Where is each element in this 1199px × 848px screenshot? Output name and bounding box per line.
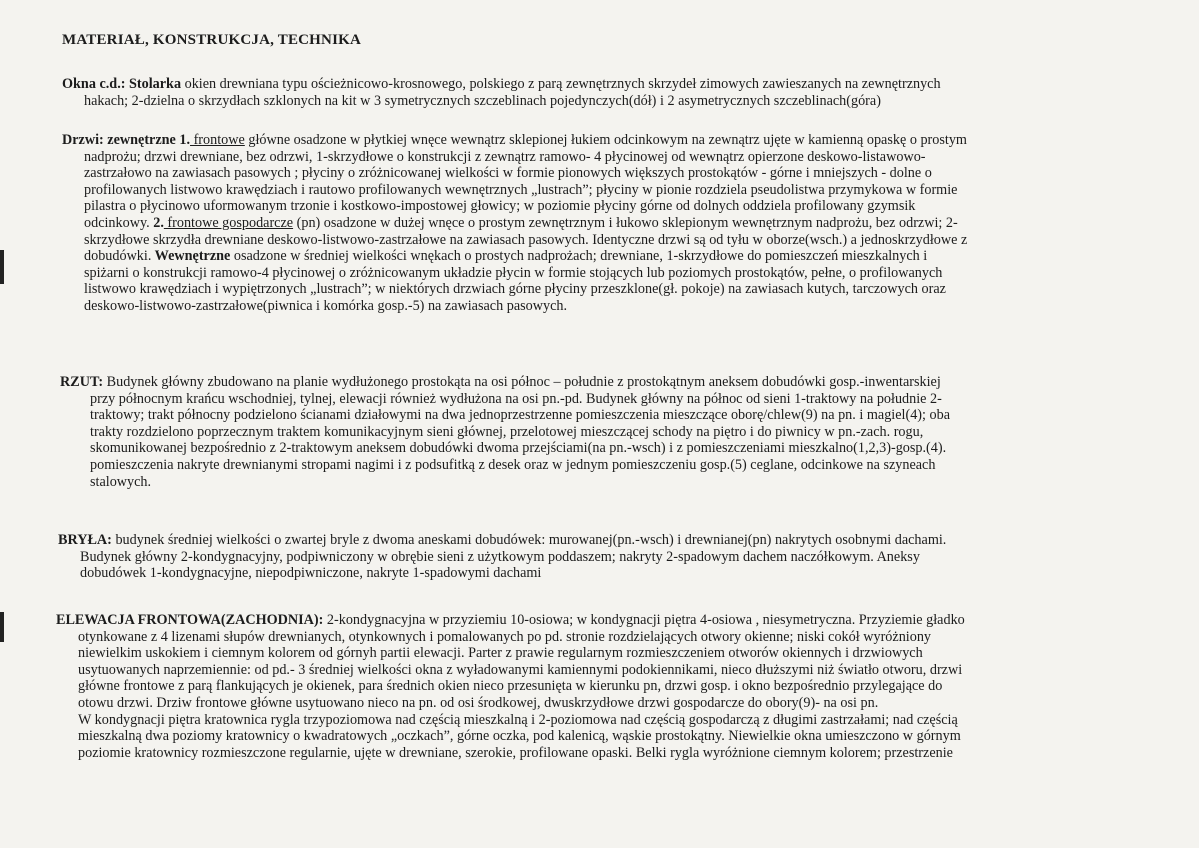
drzwi-line: skrzydłowe skrzydła drewniane deskowo-listwowo-zastrzałowe na zawiasach pasowych. Identyczne drzwi są od tyłu w oborze(wsch.) a jednoskrzydłowe z <box>84 231 968 248</box>
scan-edge-mark <box>0 250 4 284</box>
drzwi-line: pilastra o płycinowo uformowanym trzonie i kostkowo-impostowej głowicy; w poziomie płyciny górne od dolnych oddziela profilowany gzymsik <box>84 198 916 215</box>
drzwi-line: dobudówki. <box>84 248 152 265</box>
paragraph-drzwi <box>62 132 967 315</box>
okna-label: Okna c.d.: <box>62 76 126 92</box>
drzwi-frontowe: frontowe <box>190 132 245 148</box>
elewacja-line: otynkowane z 4 lizenami słupów drewnianych, otynkownych i pomalowanych po pd. stronie rozdzielających otwory okienne; niski cokół wyróżniony <box>78 628 932 645</box>
rzut-line: trakty rozdzielono poprzecznym traktem komunikacyjnym sieni głównej, przelotowej mieszczącej schody na piętro i do piwnicy w pn.-zach. rogu, <box>90 423 924 440</box>
elewacja-line: niewielkim uskokiem i ciemnym kolorem od górnyh partii elewacji. Parter z prawie regularnym rozmieszczeniem otworów okiennych i drzwiowych <box>78 645 923 662</box>
elewacja-line: główne frontowe z parą flankujących je okienek, para średnich okien nieco przesunięta w kierunku pn, drzwi gosp. i okno bezpośrednio przylegające do <box>78 678 943 695</box>
elewacja-line: usytuowanych naprzemiennie: od pd.- 3 średniej wielkości okna z wyładowanymi kamiennymi podokiennikami, nieco dłuższymi niż światło otworu, drzwi <box>78 661 963 678</box>
drzwi-line: deskowo-listwowo-zastrzałowe(piwnica i komórka gosp.-5) na zawiasach pasowych. <box>84 297 568 314</box>
elewacja-line: poziomie kratownicy rozmieszczone regularnie, ujęte w drewniane, szerokie, profilowane opaski. Belki rygla wyróżnione ciemnym kolorem; przestrzenie <box>78 744 953 761</box>
drzwi-line: odcinkowy. <box>84 214 150 231</box>
rzut-line: stalowych. <box>90 473 152 490</box>
section-heading: MATERIAŁ, KONSTRUKCJA, TECHNIKA <box>62 32 362 48</box>
scan-edge-mark <box>0 612 4 642</box>
paragraph-okna <box>62 76 941 109</box>
drzwi-line: (pn) osadzone w dużej wnęce o prostym zewnętrznym i łukowo sklepionym wewnętrznym nadprożu, bez odrzwi; 2- <box>293 214 958 231</box>
rzut-label: RZUT: <box>60 374 104 390</box>
drzwi-wewnetrzne: Wewnętrzne <box>151 248 231 265</box>
drzwi-number-2: 2. <box>149 214 164 231</box>
drzwi-line: główne osadzone w płytkiej wnęce wewnątrz sklepionej łukiem odcinkowym na zewnątrz ujęte w kamienną opaskę o prostym <box>244 132 967 148</box>
paragraph-rzut <box>60 374 950 490</box>
rzut-line: traktowy; trakt północny podzielono ścianami działowymi na dwa jednoprzestrzenne pomieszczenia mieszczące oborę/chlew(9) na pn. i magiel(4); oba <box>90 407 950 424</box>
drzwi-frontowe-gospodarcze: frontowe gospodarcze <box>163 214 294 231</box>
rzut-line: przy północnym krańcu wschodniej, tylnej, elewacji również wydłużona na osi pn.-pd. Budynek główny na północ od sieni 1-traktowy na południe 2- <box>90 390 942 407</box>
okna-line: okien drewniana typu ościeżnicowo-krosnowego, polskiego z parą zewnętrznych skrzydeł zimowych zawieszanych na zewnętrznych <box>181 76 941 92</box>
drzwi-line: nadprożu; drzwi drewniane, bez odrzwi, 1-skrzydłowe o konstrukcji z zewnątrz ramowo- 4 płycinowej od wewnątrz opierzone deskowo-listawowo- <box>84 148 926 165</box>
rzut-line: pomieszczenia nakryte drewnianymi stropami nagimi i z podsufitką z desek oraz w jednym pomieszczeniu gosp.(5) ceglane, odcinkowe na szyneach <box>90 456 936 473</box>
okna-line: hakach; 2-dzielna o skrzydłach szklonych na kit w 3 symetrycznych szczeblinach pojedynczych(dół) i 2 asymetrycznych szczeblinach(góra) <box>84 92 881 109</box>
bryla-label: BRYŁA: <box>58 532 112 548</box>
elewacja-line: mieszkalną dwa poziomy kratownicy o kwadratowych „oczkach”, górne oczka, pod kalenicą, wąskie prostokątny. Niewielkie okna umieszczono w górnym <box>78 728 961 745</box>
okna-sublabel: Stolarka <box>129 76 182 92</box>
elewacja-label: ELEWACJA FRONTOWA(ZACHODNIA): <box>56 612 324 628</box>
paragraph-bryla <box>58 532 946 582</box>
drzwi-label: Drzwi: zewnętrzne <box>62 132 176 148</box>
bryla-line: Budynek główny 2-kondygnacyjny, podpiwniczony w obrębie sieni z użytkowym poddaszem; nakryty 2-spadowym dachem naczółkowym. Aneksy <box>80 548 920 565</box>
drzwi-line: spiżarni o konstrukcji ramowo-4 płycinowej o zróżnicowanym układzie płycin w formie stojących lub poziomych prostokątów, pełne, o profilowanych <box>84 264 943 281</box>
bryla-line: budynek średniej wielkości o zwartej bryle z dwoma aneskami dobudówek: murowanej(pn.-wsch) i drewnianej(pn) nakrytych osobnymi dachami. <box>111 532 947 548</box>
elewacja-line: W kondygnacji piętra kratownica rygla trzypoziomowa nad częścią mieszkalną i 2-poziomowa nad częścią gospodarczą z długimi zastrzałami; nad częścią <box>78 711 958 728</box>
drzwi-line: osadzone w średniej wielkości wnękach o prostych nadprożach; drewniane, 1-skrzydłowe do pomieszczeń mieszkalnych i <box>230 248 928 265</box>
elewacja-line: 2-kondygnacyjna w przyziemiu 10-osiowa; w kondygnacji piętra 4-osiowa , niesymetryczna. Przyziemie gładko <box>323 612 965 628</box>
drzwi-number-1: 1. <box>175 132 191 148</box>
drzwi-line: listwowo krawędziach i wypiętrzonych „lustrach”; w niektórych drzwiach górne płyciny przeszklone(gł. pokoje) na zawiasach kutych, tarczowych oraz <box>84 281 946 298</box>
drzwi-line: profilowanych listwowo krawędziach i rautowo profilowanych wewnętrznych „lustrach”; płyciny w pionie rozdziela pseudolistwa przymykowa w formie <box>84 181 958 198</box>
rzut-line: Budynek główny zbudowano na planie wydłużonego prostokąta na osi północ – południe z prostokątnym aneksem dobudówki gosp.-inwentarskiej <box>103 374 941 390</box>
drzwi-line: zastrzałowo na zawiasach pasowych ; płyciny o zróżnicowanej wielkości w formie pionowych większych prostokątów - górne i mniejszych - dolne o <box>84 165 932 182</box>
paragraph-elewacja <box>56 612 965 761</box>
bryla-line: dobudówek 1-kondygnacyjne, niepodpiwniczone, nakryte 1-spadowymi dachami <box>80 565 542 582</box>
rzut-line: skomunikowanej bezpośrednio z 2-traktowym aneksem dobudówki dwoma przejściami(na pn.-wsch) i z pomieszczeniami mieszkalno(1,2,3)-gosp.(4). <box>90 440 947 457</box>
elewacja-line: otowu drzwi. Drziw frontowe główne usytuowano nieco na pn. od osi środkowej, dwuskrzydłowe drzwi gospodarcze do obory(9)- na osi pn. <box>78 694 879 711</box>
